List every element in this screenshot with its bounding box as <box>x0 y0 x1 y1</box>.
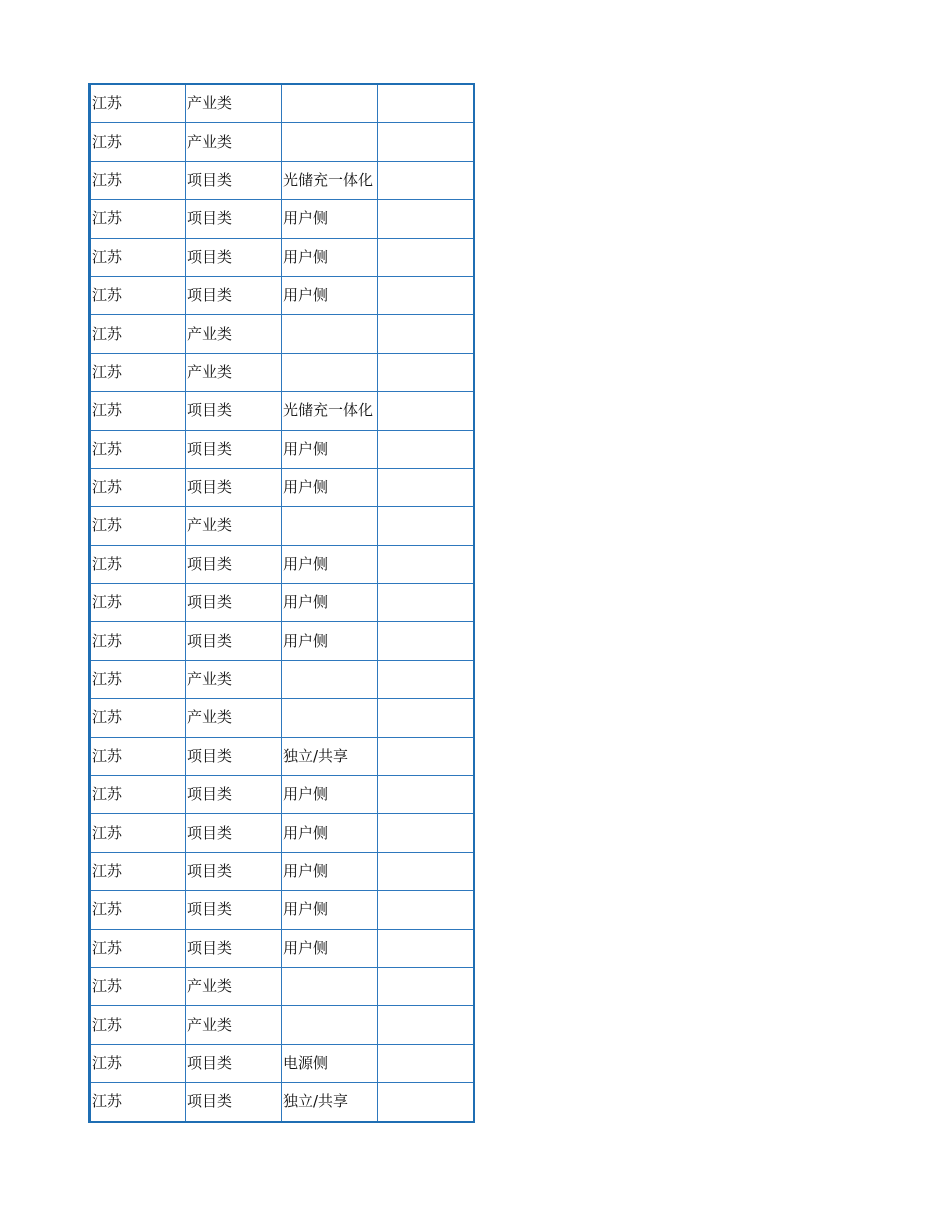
extra-cell[interactable] <box>378 1006 474 1044</box>
type-cell[interactable] <box>282 699 378 737</box>
category-cell[interactable]: 项目类 <box>186 238 282 276</box>
extra-cell[interactable] <box>378 276 474 314</box>
type-cell[interactable] <box>282 967 378 1005</box>
category-cell[interactable]: 产业类 <box>186 84 282 123</box>
extra-cell[interactable] <box>378 123 474 161</box>
region-cell[interactable]: 江苏 <box>90 1044 186 1082</box>
type-cell[interactable] <box>282 507 378 545</box>
extra-cell[interactable] <box>378 584 474 622</box>
region-cell[interactable]: 江苏 <box>90 660 186 698</box>
category-cell[interactable]: 项目类 <box>186 430 282 468</box>
table-row <box>90 1044 474 1082</box>
category-cell[interactable]: 项目类 <box>186 1083 282 1122</box>
extra-cell[interactable] <box>378 430 474 468</box>
extra-cell[interactable] <box>378 967 474 1005</box>
category-cell[interactable]: 项目类 <box>186 852 282 890</box>
table-row <box>90 430 474 468</box>
table-row <box>90 967 474 1005</box>
type-cell[interactable] <box>282 123 378 161</box>
extra-cell[interactable] <box>378 660 474 698</box>
region-cell[interactable]: 江苏 <box>90 507 186 545</box>
region-cell[interactable]: 江苏 <box>90 315 186 353</box>
extra-cell[interactable] <box>378 814 474 852</box>
type-cell[interactable] <box>282 84 378 123</box>
category-cell[interactable]: 项目类 <box>186 468 282 506</box>
type-cell[interactable]: 用户侧 <box>282 814 378 852</box>
table-row <box>90 238 474 276</box>
type-cell[interactable]: 用户侧 <box>282 929 378 967</box>
category-cell[interactable]: 产业类 <box>186 123 282 161</box>
category-cell[interactable]: 项目类 <box>186 584 282 622</box>
extra-cell[interactable] <box>378 929 474 967</box>
extra-cell[interactable] <box>378 392 474 430</box>
extra-cell[interactable] <box>378 737 474 775</box>
region-cell[interactable]: 江苏 <box>90 123 186 161</box>
type-cell[interactable]: 用户侧 <box>282 622 378 660</box>
region-cell[interactable]: 江苏 <box>90 622 186 660</box>
type-cell[interactable]: 光储充一体化 <box>282 161 378 199</box>
type-cell[interactable]: 用户侧 <box>282 584 378 622</box>
table-row <box>90 814 474 852</box>
category-cell[interactable]: 项目类 <box>186 200 282 238</box>
region-cell[interactable]: 江苏 <box>90 161 186 199</box>
table-row <box>90 545 474 583</box>
type-cell[interactable]: 独立/共享 <box>282 737 378 775</box>
type-cell[interactable] <box>282 315 378 353</box>
region-cell[interactable]: 江苏 <box>90 852 186 890</box>
region-cell[interactable]: 江苏 <box>90 1083 186 1122</box>
extra-cell[interactable] <box>378 852 474 890</box>
category-cell[interactable]: 项目类 <box>186 161 282 199</box>
table-row <box>90 123 474 161</box>
region-cell[interactable]: 江苏 <box>90 929 186 967</box>
extra-cell[interactable] <box>378 468 474 506</box>
type-cell[interactable]: 电源侧 <box>282 1044 378 1082</box>
type-cell[interactable] <box>282 1006 378 1044</box>
table-row <box>90 622 474 660</box>
extra-cell[interactable] <box>378 238 474 276</box>
type-cell[interactable]: 用户侧 <box>282 430 378 468</box>
category-cell[interactable]: 产业类 <box>186 967 282 1005</box>
region-cell[interactable]: 江苏 <box>90 430 186 468</box>
region-cell[interactable]: 江苏 <box>90 891 186 929</box>
region-cell[interactable]: 江苏 <box>90 392 186 430</box>
table-row <box>90 584 474 622</box>
table-row <box>90 392 474 430</box>
type-cell[interactable]: 用户侧 <box>282 238 378 276</box>
type-cell[interactable]: 用户侧 <box>282 200 378 238</box>
table-row <box>90 1083 474 1122</box>
extra-cell[interactable] <box>378 353 474 391</box>
category-cell[interactable]: 项目类 <box>186 814 282 852</box>
extra-cell[interactable] <box>378 1083 474 1122</box>
extra-cell[interactable] <box>378 315 474 353</box>
table-row <box>90 1006 474 1044</box>
region-cell[interactable]: 江苏 <box>90 1006 186 1044</box>
extra-cell[interactable] <box>378 161 474 199</box>
table-row <box>90 200 474 238</box>
category-cell[interactable]: 产业类 <box>186 507 282 545</box>
category-cell[interactable]: 项目类 <box>186 622 282 660</box>
region-cell[interactable]: 江苏 <box>90 584 186 622</box>
table-row <box>90 737 474 775</box>
region-cell[interactable]: 江苏 <box>90 276 186 314</box>
type-cell[interactable]: 用户侧 <box>282 468 378 506</box>
table-row <box>90 276 474 314</box>
extra-cell[interactable] <box>378 622 474 660</box>
category-cell[interactable]: 产业类 <box>186 660 282 698</box>
type-cell[interactable]: 用户侧 <box>282 776 378 814</box>
table-row <box>90 776 474 814</box>
extra-cell[interactable] <box>378 699 474 737</box>
region-cell[interactable]: 江苏 <box>90 737 186 775</box>
category-cell[interactable]: 项目类 <box>186 737 282 775</box>
type-cell[interactable]: 光储充一体化 <box>282 392 378 430</box>
extra-cell[interactable] <box>378 84 474 123</box>
type-cell[interactable]: 独立/共享 <box>282 1083 378 1122</box>
table-row <box>90 852 474 890</box>
region-cell[interactable]: 江苏 <box>90 967 186 1005</box>
table-row <box>90 315 474 353</box>
region-cell[interactable]: 江苏 <box>90 238 186 276</box>
region-cell[interactable]: 江苏 <box>90 353 186 391</box>
table-row <box>90 660 474 698</box>
category-cell[interactable]: 项目类 <box>186 392 282 430</box>
category-cell[interactable]: 产业类 <box>186 315 282 353</box>
table-row <box>90 891 474 929</box>
spreadsheet-table <box>88 83 475 1123</box>
category-cell[interactable]: 项目类 <box>186 545 282 583</box>
extra-cell[interactable] <box>378 200 474 238</box>
region-cell[interactable]: 江苏 <box>90 814 186 852</box>
extra-cell[interactable] <box>378 545 474 583</box>
category-cell[interactable]: 项目类 <box>186 276 282 314</box>
extra-cell[interactable] <box>378 1044 474 1082</box>
type-cell[interactable]: 用户侧 <box>282 545 378 583</box>
type-cell[interactable] <box>282 353 378 391</box>
table-row <box>90 507 474 545</box>
table-row <box>90 84 474 123</box>
region-cell[interactable]: 江苏 <box>90 776 186 814</box>
type-cell[interactable]: 用户侧 <box>282 852 378 890</box>
category-cell[interactable]: 项目类 <box>186 891 282 929</box>
table-row <box>90 161 474 199</box>
region-cell[interactable]: 江苏 <box>90 699 186 737</box>
type-cell[interactable]: 用户侧 <box>282 276 378 314</box>
table-body <box>90 84 474 1122</box>
table-row <box>90 468 474 506</box>
region-cell[interactable]: 江苏 <box>90 84 186 123</box>
region-cell[interactable]: 江苏 <box>90 468 186 506</box>
extra-cell[interactable] <box>378 507 474 545</box>
table-row <box>90 353 474 391</box>
category-cell[interactable]: 项目类 <box>186 929 282 967</box>
region-cell[interactable]: 江苏 <box>90 200 186 238</box>
type-cell[interactable]: 用户侧 <box>282 891 378 929</box>
extra-cell[interactable] <box>378 891 474 929</box>
category-cell[interactable]: 项目类 <box>186 776 282 814</box>
table-row <box>90 699 474 737</box>
type-cell[interactable] <box>282 660 378 698</box>
category-cell[interactable]: 项目类 <box>186 1044 282 1082</box>
table-row <box>90 929 474 967</box>
extra-cell[interactable] <box>378 776 474 814</box>
region-cell[interactable]: 江苏 <box>90 545 186 583</box>
category-cell[interactable]: 产业类 <box>186 1006 282 1044</box>
category-cell[interactable]: 产业类 <box>186 353 282 391</box>
category-cell[interactable]: 产业类 <box>186 699 282 737</box>
